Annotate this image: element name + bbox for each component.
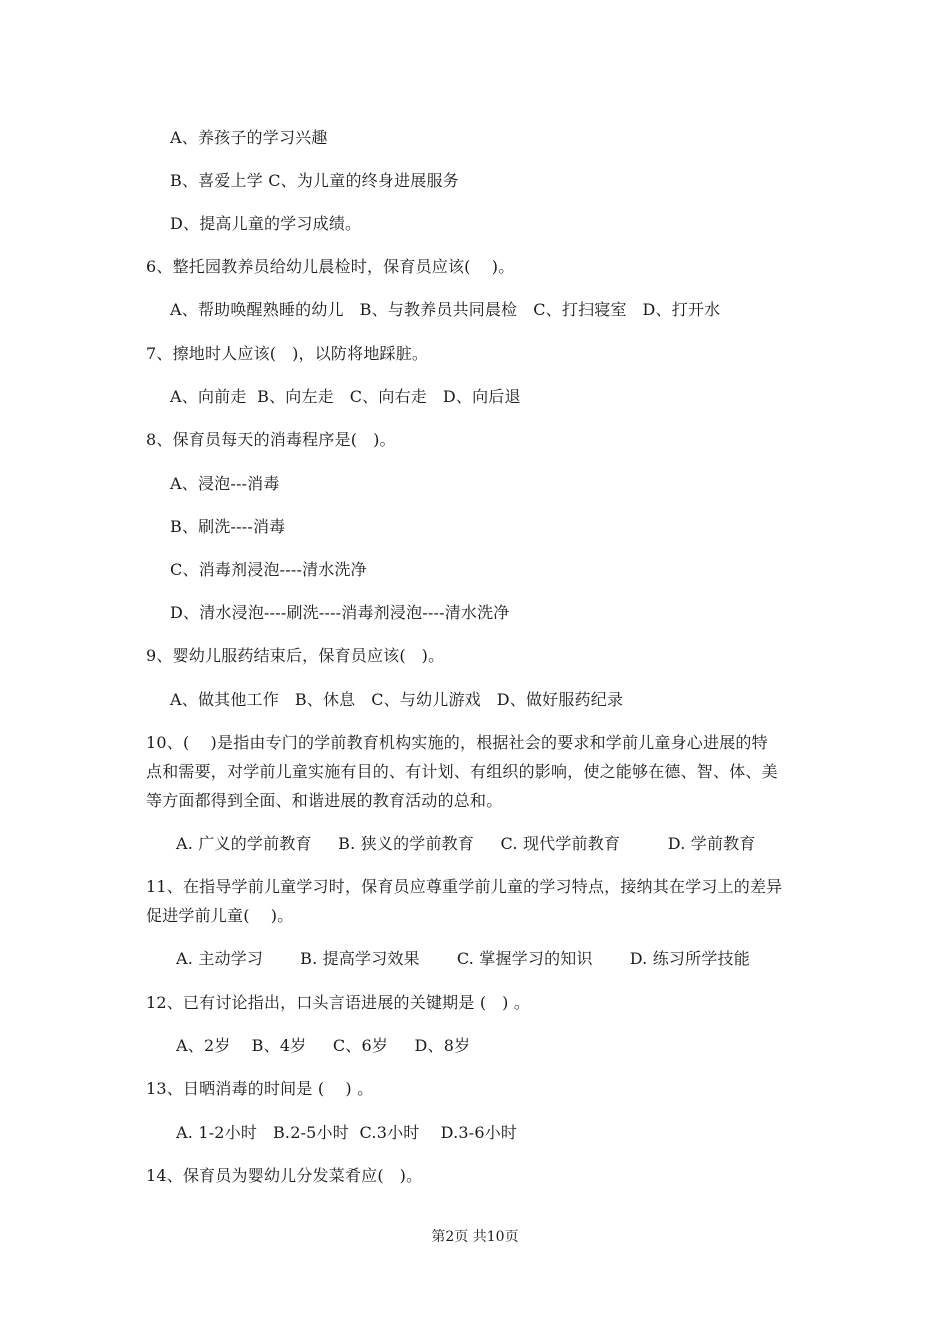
question-9-options: A、做其他工作 B、休息 C、与幼儿游戏 D、做好服药纪录: [170, 690, 624, 709]
option-line: A、养孩子的学习兴趣: [170, 128, 328, 147]
question-8-option-c: C、消毒剂浸泡----清水洗净: [170, 560, 367, 579]
option-line: B、喜爱上学 C、为儿童的终身进展服务: [170, 171, 459, 190]
question-8-option-a: A、浸泡---消毒: [170, 474, 280, 493]
question-7-options: A、向前走 B、向左走 C、向右走 D、向后退: [170, 387, 521, 406]
question-10-cont: 点和需要，对学前儿童实施有目的、有计划、有组织的影响，使之能够在德、智、体、美: [146, 762, 778, 781]
option-line: D、提高儿童的学习成绩。: [170, 214, 362, 233]
question-6-options: A、帮助唤醒熟睡的幼儿 B、与教养员共同晨检 C、打扫寝室 D、打开水: [170, 300, 721, 319]
question-11-options: A. 主动学习 B. 提高学习效果 C. 掌握学习的知识 D. 练习所学技能: [176, 949, 750, 968]
question-11-cont: 促进学前儿童( )。: [146, 906, 294, 925]
question-7: 7、擦地时人应该( )，以防将地踩脏。: [146, 344, 429, 363]
question-13-options: A. 1-2小时 B.2-5小时 C.3小时 D.3-6小时: [176, 1123, 518, 1142]
question-11: 11、在指导学前儿童学习时，保育员应尊重学前儿童的学习特点，接纳其在学习上的差异: [146, 877, 783, 896]
question-9: 9、婴幼儿服药结束后，保育员应该( )。: [146, 646, 445, 665]
page-footer: 第2页 共10页: [431, 1229, 519, 1245]
question-12-options: A、2岁 B、4岁 C、6岁 D、8岁: [176, 1036, 471, 1055]
question-6: 6、整托园教养员给幼儿晨检时，保育员应该( )。: [146, 257, 515, 276]
question-8-option-d: D、清水浸泡----刷洗----消毒剂浸泡----清水洗净: [170, 603, 510, 622]
question-14: 14、保育员为婴幼儿分发菜肴应( )。: [146, 1166, 423, 1185]
question-8-option-b: B、刷洗----消毒: [170, 517, 286, 536]
question-10-options: A. 广义的学前教育 B. 狭义的学前教育 C. 现代学前教育 D. 学前教育: [176, 834, 756, 853]
question-13: 13、日晒消毒的时间是 ( ) 。: [146, 1079, 374, 1098]
question-10: 10、( )是指由专门的学前教育机构实施的，根据社会的要求和学前儿童身心进展的特: [146, 733, 768, 752]
question-8: 8、保育员每天的消毒程序是( )。: [146, 430, 396, 449]
question-12: 12、已有讨论指出，口头言语进展的关键期是 ( ) 。: [146, 993, 531, 1012]
question-10-cont: 等方面都得到全面、和谐进展的教育活动的总和。: [146, 791, 503, 810]
